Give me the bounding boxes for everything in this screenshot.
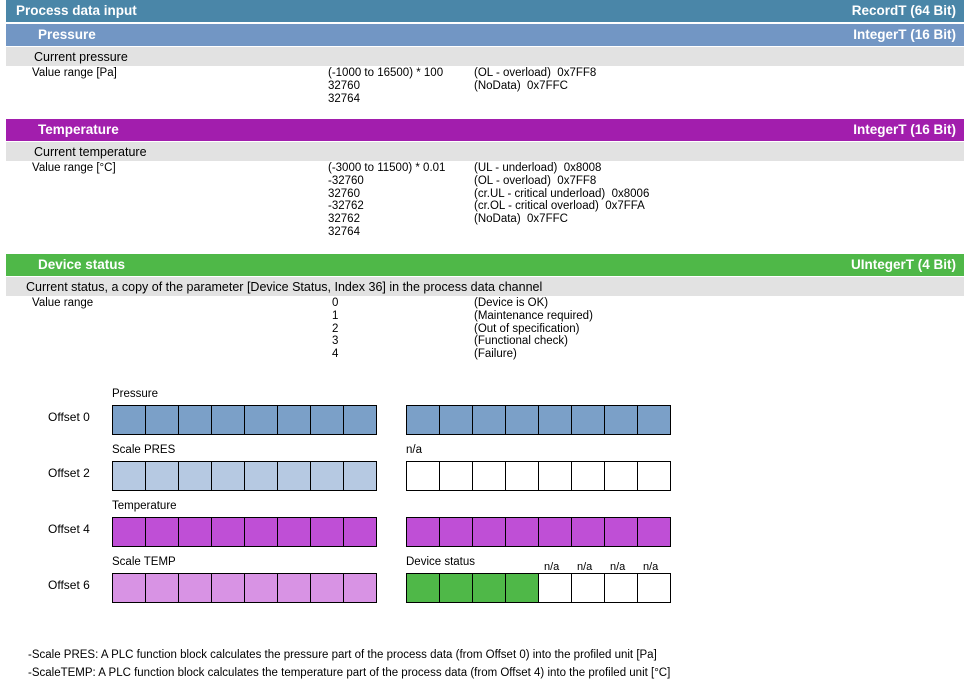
bit-cell <box>637 517 671 547</box>
section-type-temperature: IntegerT (16 Bit) <box>853 122 956 137</box>
value-range-block-device-status <box>6 297 964 369</box>
value-range-block-temperature <box>6 162 964 246</box>
group-label-left: Scale PRES <box>112 444 176 456</box>
footnotes <box>28 646 670 682</box>
bit-cell <box>604 405 638 435</box>
meaning-row: (NoData) 0x7FFC <box>474 213 568 226</box>
byte-cells-right <box>406 461 670 491</box>
value-row: -32760 <box>328 174 364 187</box>
meaning-row: (cr.OL - critical overload) 0x7FFA <box>474 200 645 213</box>
value-row: 2 <box>332 322 339 335</box>
na-label: n/a <box>544 561 560 573</box>
bit-cell <box>343 405 377 435</box>
diagram-row-offset-4 <box>0 497 970 553</box>
bit-cell <box>244 405 278 435</box>
diagram-row-offset-2 <box>0 441 970 497</box>
bit-cell <box>310 461 344 491</box>
bit-cell <box>472 573 506 603</box>
value-range-meanings-device-status <box>474 297 593 361</box>
meaning-row: (OL - overload) 0x7FF8 <box>474 174 597 187</box>
value-row: 32764 <box>328 225 360 238</box>
byte-cells-right <box>406 517 670 547</box>
bit-cell <box>439 573 473 603</box>
section-subtitle-device-status: Current status, a copy of the parameter [Device Status, Index 36] in the process data channel <box>6 277 964 296</box>
byte-cells-left <box>112 461 376 491</box>
meaning-row: (cr.UL - critical underload) 0x8006 <box>474 187 650 200</box>
bit-cell <box>406 405 440 435</box>
bit-cell <box>538 461 572 491</box>
meaning-row: (NoData) 0x7FFC <box>474 79 568 92</box>
bit-cell <box>343 461 377 491</box>
group-label-left: Temperature <box>112 500 177 512</box>
bit-cell <box>604 561 638 603</box>
bit-cell <box>310 573 344 603</box>
meaning-row: (OL - overload) 0x7FF8 <box>474 67 597 79</box>
byte-cells-left <box>112 405 376 435</box>
bit-cell <box>145 461 179 491</box>
na-label: n/a <box>643 561 659 573</box>
bit-cell <box>211 517 245 547</box>
section-subtitle-pressure: Current pressure <box>6 47 964 66</box>
bit-cell <box>637 461 671 491</box>
bit-cell <box>178 461 212 491</box>
value-range-values-device-status <box>332 297 338 361</box>
bit-cell <box>277 405 311 435</box>
bit-cell <box>439 517 473 547</box>
bit-cell <box>406 517 440 547</box>
process-data-byte-diagram <box>0 385 970 609</box>
bit-cell <box>571 461 605 491</box>
bit-cell <box>112 573 146 603</box>
bit-cell <box>211 461 245 491</box>
byte-cells-left <box>112 517 376 547</box>
footnote-scale-pres: -Scale PRES: A PLC function block calculates the pressure part of the process data (from Offset 0) into the profiled unit [Pa] <box>28 649 657 661</box>
na-label: n/a <box>610 561 626 573</box>
byte-cells-left <box>112 573 376 603</box>
bit-cell <box>112 405 146 435</box>
bit-cell <box>310 405 344 435</box>
bit-cell <box>112 461 146 491</box>
offset-label: Offset 4 <box>48 522 90 536</box>
bit-cell <box>178 405 212 435</box>
bit-cell <box>505 405 539 435</box>
bit-cell <box>244 461 278 491</box>
bit-cell <box>571 561 605 603</box>
value-row: 32760 <box>328 187 360 200</box>
group-label-right: n/a <box>406 444 422 456</box>
bit-cell <box>571 405 605 435</box>
value-range-label-device-status: Value range <box>32 297 94 309</box>
page-title-type: RecordT (64 Bit) <box>851 3 956 18</box>
bit-cell <box>244 573 278 603</box>
value-row: 1 <box>332 309 339 322</box>
offset-label: Offset 6 <box>48 578 90 592</box>
bit-cell <box>472 405 506 435</box>
section-type-device-status: UIntegerT (4 Bit) <box>850 257 956 272</box>
bit-cell <box>112 517 146 547</box>
bit-cell <box>277 573 311 603</box>
bit-cell <box>439 405 473 435</box>
group-label-right: Device status <box>406 556 476 568</box>
bit-cell <box>538 405 572 435</box>
bit-cell <box>505 517 539 547</box>
bit-cell <box>604 461 638 491</box>
bit-cell <box>145 405 179 435</box>
group-label-left: Scale TEMP <box>112 556 176 568</box>
bit-cell <box>637 561 671 603</box>
bit-cell <box>406 461 440 491</box>
bit-cell <box>472 461 506 491</box>
value-row: (-1000 to 16500) * 100 <box>328 67 444 79</box>
group-label-left: Pressure <box>112 388 159 400</box>
footnote-scale-temp: -ScaleTEMP: A PLC function block calculates the temperature part of the process data (from Offset 4) into the profiled unit [°C] <box>28 667 671 679</box>
value-row: 32762 <box>328 213 360 226</box>
bit-cell <box>211 573 245 603</box>
meaning-row: (Device is OK) <box>474 297 549 309</box>
section-type-pressure: IntegerT (16 Bit) <box>853 27 956 42</box>
value-range-values-temperature <box>328 162 445 239</box>
bit-cell <box>571 517 605 547</box>
bit-cell <box>211 405 245 435</box>
bit-cell <box>178 573 212 603</box>
value-range-meanings-temperature <box>474 162 649 226</box>
bit-cell <box>343 573 377 603</box>
meaning-row: (Functional check) <box>474 335 568 348</box>
meaning-row: (Maintenance required) <box>474 309 593 322</box>
section-subtitle-temperature: Current temperature <box>6 142 964 161</box>
bit-cell <box>244 517 278 547</box>
section-title-pressure: Pressure <box>38 27 96 42</box>
offset-label: Offset 2 <box>48 466 90 480</box>
diagram-row-offset-6 <box>0 553 970 609</box>
value-row: -32762 <box>328 200 364 213</box>
bit-cell <box>343 517 377 547</box>
value-range-meanings-pressure <box>474 67 596 93</box>
bit-cell <box>538 517 572 547</box>
offset-label: Offset 0 <box>48 410 90 424</box>
bit-cell <box>277 461 311 491</box>
section-header-device-status <box>6 254 964 276</box>
bit-cell <box>505 461 539 491</box>
bit-cell <box>310 517 344 547</box>
bit-cell <box>145 573 179 603</box>
bit-cell <box>472 517 506 547</box>
na-label: n/a <box>577 561 593 573</box>
value-row: 32764 <box>328 92 360 105</box>
bit-cell <box>505 573 539 603</box>
value-row: 4 <box>332 348 339 361</box>
bit-cell <box>406 573 440 603</box>
bit-cell <box>604 517 638 547</box>
diagram-row-offset-0 <box>0 385 970 441</box>
section-header-pressure <box>6 24 964 46</box>
value-range-label-pressure: Value range [Pa] <box>32 67 117 79</box>
bit-cell <box>439 461 473 491</box>
bit-cell <box>538 561 572 603</box>
page-title: Process data input <box>16 3 137 18</box>
bit-cell <box>277 517 311 547</box>
section-header-temperature <box>6 119 964 141</box>
meaning-row: (UL - underload) 0x8008 <box>474 162 602 174</box>
byte-cells-right <box>406 405 670 435</box>
bit-cell <box>145 517 179 547</box>
value-range-block-pressure <box>6 67 964 111</box>
bit-cell <box>178 517 212 547</box>
value-row: 3 <box>332 335 339 348</box>
value-row: (-3000 to 11500) * 0.01 <box>328 162 446 174</box>
value-range-label-temperature: Value range [°C] <box>32 162 116 174</box>
page-title-bar <box>6 0 964 22</box>
value-row: 0 <box>332 297 339 309</box>
meaning-row: (Out of specification) <box>474 322 580 335</box>
value-range-values-pressure <box>328 67 443 105</box>
section-title-device-status: Device status <box>38 257 126 272</box>
value-row: 32760 <box>328 79 360 92</box>
meaning-row: (Failure) <box>474 348 517 361</box>
bit-cell <box>637 405 671 435</box>
section-title-temperature: Temperature <box>38 122 119 137</box>
